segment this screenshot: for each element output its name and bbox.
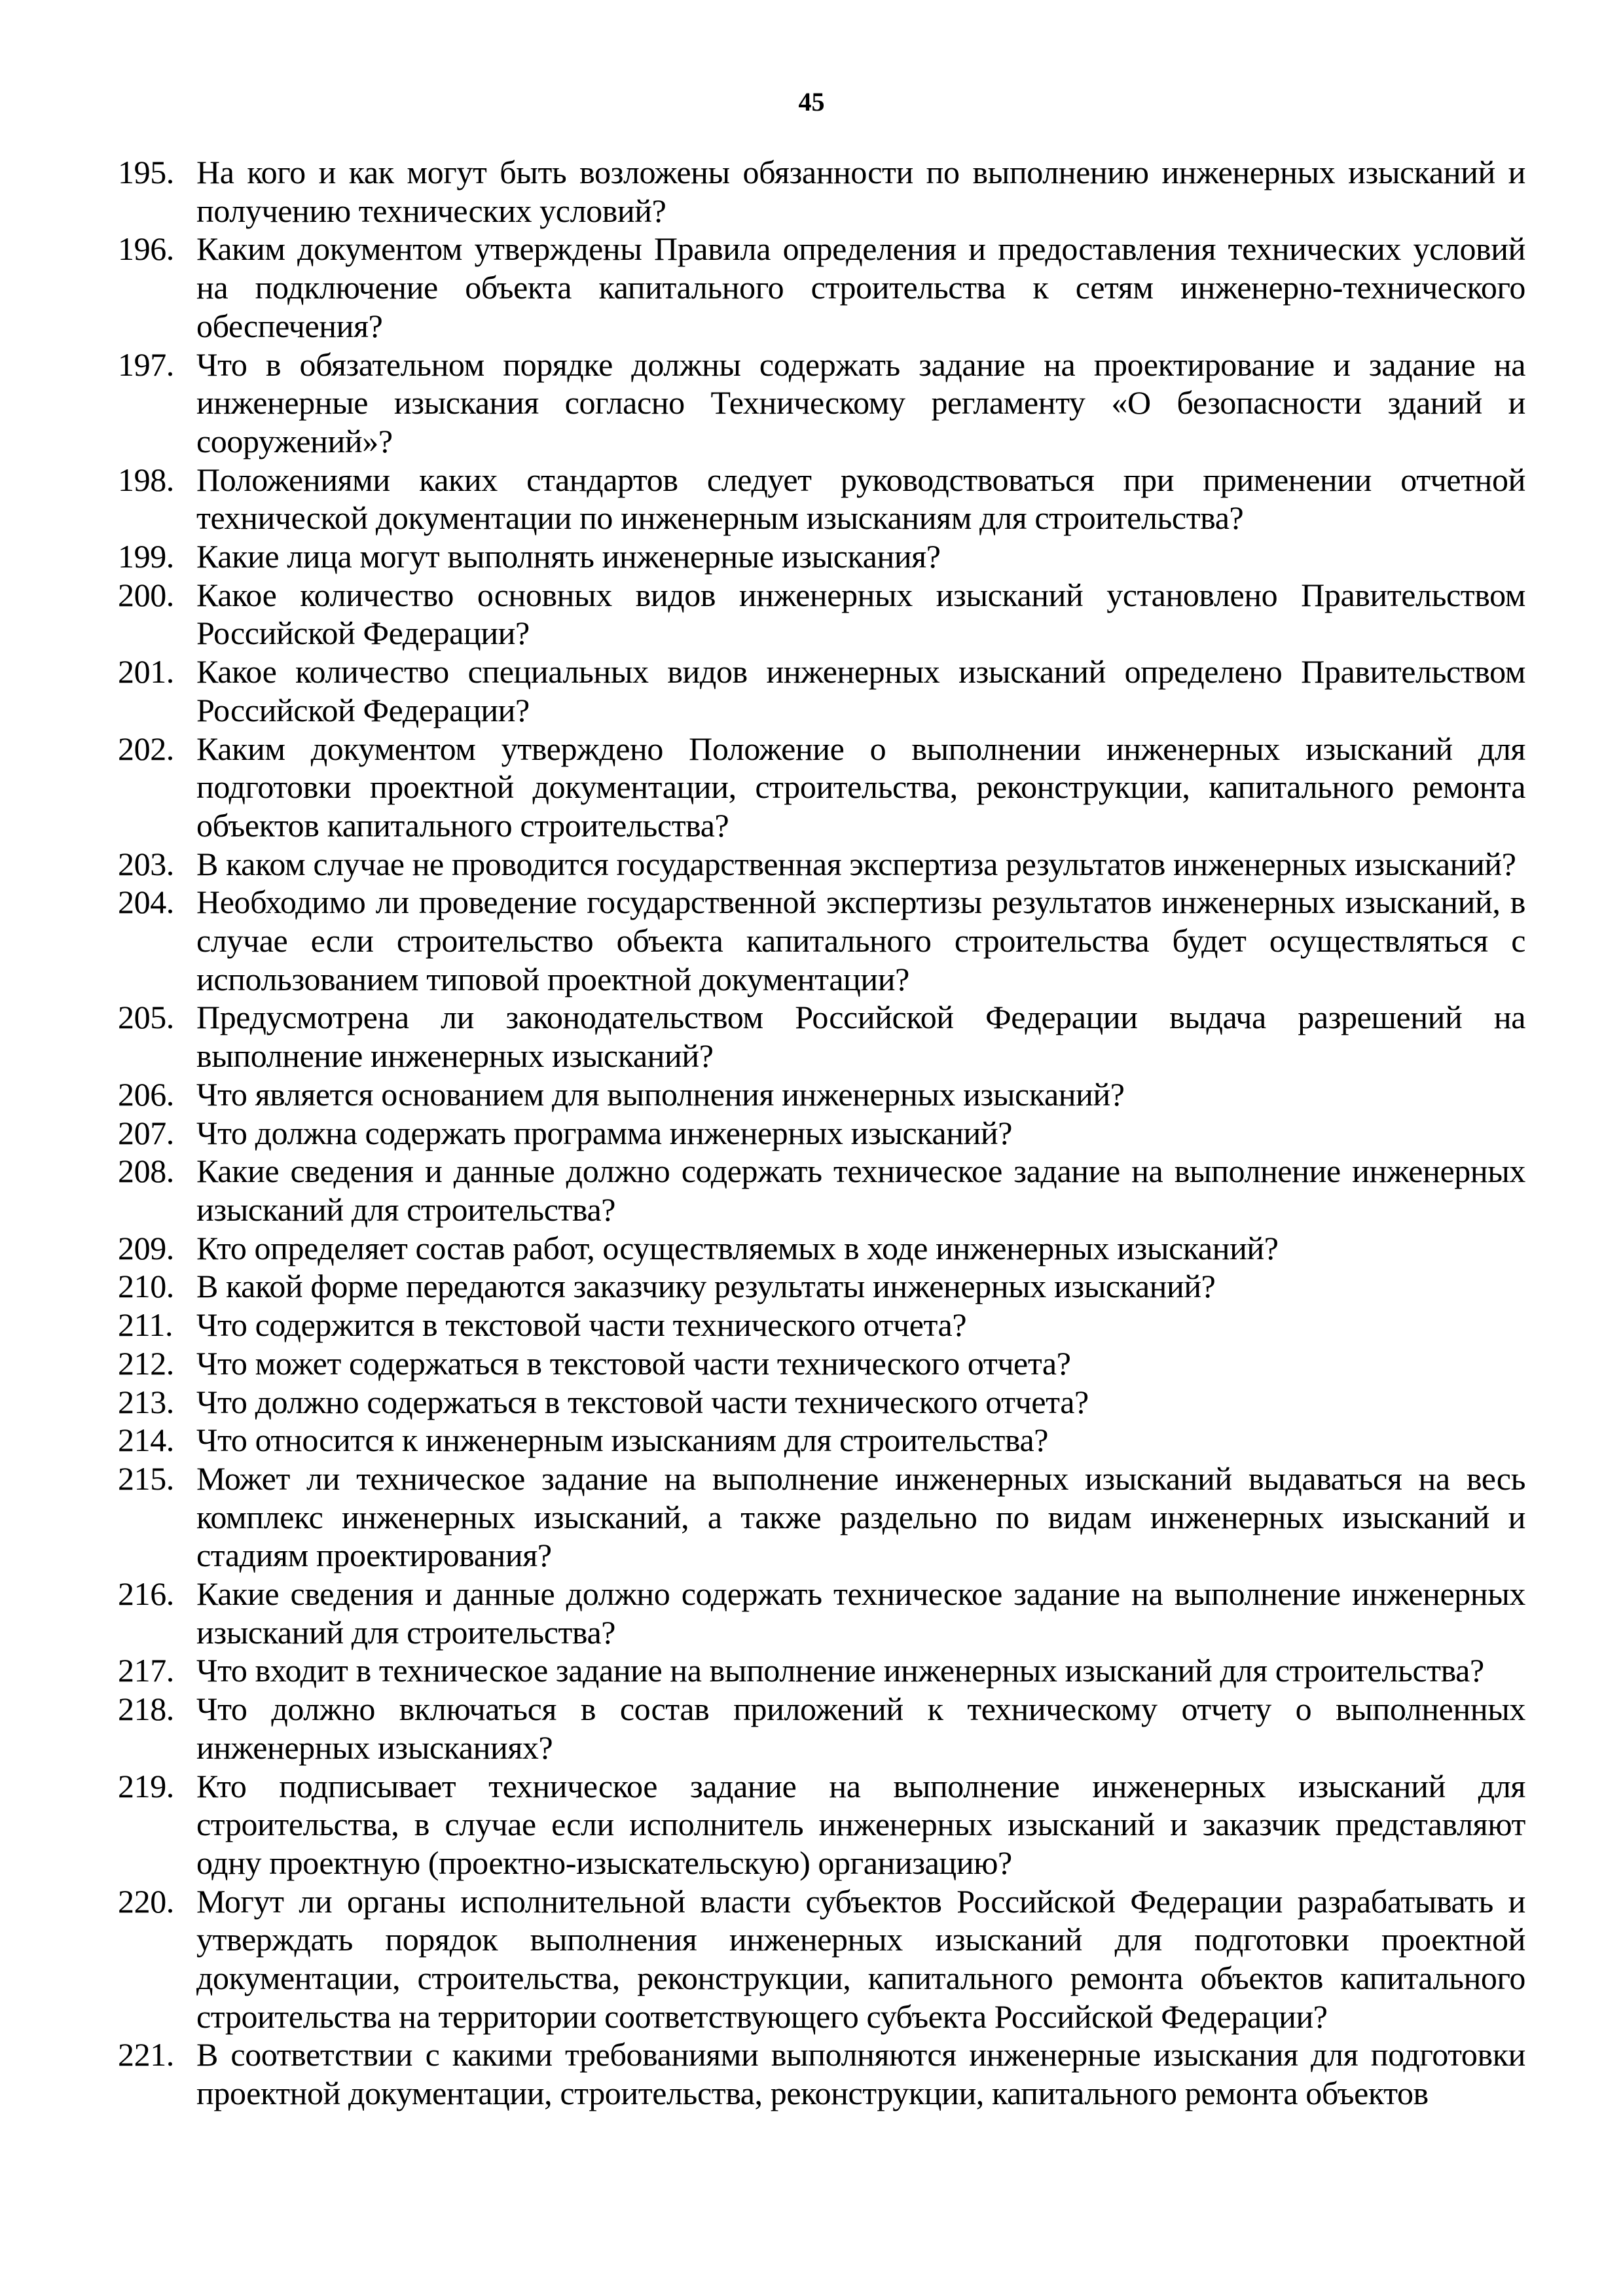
question-item bbox=[118, 576, 1525, 653]
question-number: 220. bbox=[118, 1882, 174, 1920]
question-number: 202. bbox=[118, 730, 174, 767]
question-number: 198. bbox=[118, 461, 174, 498]
question-text: Могут ли органы исполнительной власти субъектов Российской Федерации разрабатывать и утверждать порядок выполнения инженерных изысканий для подготовки проектной документации, строительства, реконструкции, капитального ремонта объектов капитального строительства на территории соответствующего субъекта Российской Федерации? bbox=[196, 1882, 1525, 2035]
question-text: В какой форме передаются заказчику результаты инженерных изысканий? bbox=[196, 1268, 1216, 1305]
question-number: 205. bbox=[118, 999, 174, 1036]
question-item bbox=[118, 998, 1525, 1075]
question-number: 217. bbox=[118, 1652, 174, 1689]
question-text: Положениями каких стандартов следует руководствоваться при применении отчетной технической документации по инженерным изысканиям для строительства? bbox=[196, 461, 1525, 537]
question-text: Что входит в техническое задание на выполнение инженерных изысканий для строительства? bbox=[196, 1652, 1484, 1689]
question-text: Предусмотрена ли законодательством Российской Федерации выдача разрешений на выполнение инженерных изысканий? bbox=[196, 999, 1525, 1075]
question-item bbox=[118, 1306, 1525, 1344]
question-number: 197. bbox=[118, 346, 174, 383]
question-item bbox=[118, 2036, 1525, 2112]
question-number: 215. bbox=[118, 1460, 174, 1497]
page-number: 45 bbox=[798, 87, 825, 117]
question-item bbox=[118, 653, 1525, 729]
question-text: Может ли техническое задание на выполнение инженерных изысканий выдаваться на весь комплекс инженерных изысканий, а также раздельно по видам инженерных изысканий и стадиям проектирования? bbox=[196, 1460, 1525, 1574]
question-item bbox=[118, 1651, 1525, 1690]
question-text: Какое количество специальных видов инженерных изысканий определено Правительством Российской Федерации? bbox=[196, 653, 1525, 728]
question-number: 203. bbox=[118, 845, 174, 882]
question-number: 209. bbox=[118, 1229, 174, 1266]
question-text: Какие сведения и данные должно содержать техническое задание на выполнение инженерных изысканий для строительства? bbox=[196, 1575, 1525, 1651]
question-number: 195. bbox=[118, 154, 174, 190]
question-number: 210. bbox=[118, 1268, 174, 1305]
question-text: В каком случае не проводится государственная экспертиза результатов инженерных изысканий? bbox=[196, 845, 1516, 882]
question-number: 221. bbox=[118, 2036, 174, 2073]
question-text: Кто подписывает техническое задание на выполнение инженерных изысканий для строительства, в случае если исполнитель инженерных изысканий и заказчик представляют одну проектную (проектно-изыскательскую) организацию? bbox=[196, 1767, 1525, 1881]
question-item bbox=[118, 1690, 1525, 1767]
question-text: Какие сведения и данные должно содержать техническое задание на выполнение инженерных изысканий для строительства? bbox=[196, 1153, 1525, 1228]
question-item bbox=[118, 883, 1525, 998]
question-text: Что является основанием для выполнения инженерных изысканий? bbox=[196, 1075, 1125, 1113]
question-text: Что должно включаться в состав приложений к техническому отчету о выполненных инженерных изысканиях? bbox=[196, 1691, 1525, 1766]
question-text: Что содержится в текстовой части технического отчета? bbox=[196, 1306, 967, 1344]
question-number: 196. bbox=[118, 230, 174, 268]
question-item bbox=[118, 1152, 1525, 1229]
question-item bbox=[118, 1421, 1525, 1460]
question-text: Что должно содержаться в текстовой части технического отчета? bbox=[196, 1383, 1089, 1420]
question-item bbox=[118, 153, 1525, 230]
question-text: Какие лица могут выполнять инженерные изыскания? bbox=[196, 538, 941, 575]
question-text: Каким документом утверждено Положение о выполнении инженерных изысканий для подготовки проектной документации, строительства, реконструкции, капитального ремонта объектов капитального строительства? bbox=[196, 730, 1525, 844]
question-item bbox=[118, 1460, 1525, 1575]
question-item bbox=[118, 461, 1525, 537]
question-item bbox=[118, 1767, 1525, 1882]
question-number: 206. bbox=[118, 1075, 174, 1113]
question-number: 201. bbox=[118, 653, 174, 691]
question-text: Что относится к инженерным изысканиям для строительства? bbox=[196, 1422, 1049, 1459]
question-item bbox=[118, 346, 1525, 461]
question-item bbox=[118, 230, 1525, 345]
question-item bbox=[118, 845, 1525, 884]
question-text: Какое количество основных видов инженерных изысканий установлено Правительством Российской Федерации? bbox=[196, 576, 1525, 652]
question-list bbox=[118, 153, 1525, 2113]
question-text: В соответствии с какими требованиями выполняются инженерные изыскания для подготовки проектной документации, строительства, реконструкции, капитального ремонта объектов bbox=[196, 2036, 1525, 2112]
question-item bbox=[118, 1114, 1525, 1153]
question-number: 208. bbox=[118, 1153, 174, 1190]
question-text: На кого и как могут быть возложены обязанности по выполнению инженерных изысканий и получению технических условий? bbox=[196, 154, 1525, 229]
question-number: 216. bbox=[118, 1575, 174, 1613]
question-text: Необходимо ли проведение государственной экспертизы результатов инженерных изысканий, в случае если строительство объекта капитального строительства будет осуществляться с использованием типовой проектной документации? bbox=[196, 884, 1525, 997]
question-text: Каким документом утверждены Правила определения и предоставления технических условий на подключение объекта капитального строительства к сетям инженерно-технического обеспечения? bbox=[196, 230, 1525, 344]
question-item bbox=[118, 730, 1525, 845]
question-item bbox=[118, 537, 1525, 576]
question-number: 200. bbox=[118, 576, 174, 613]
question-item bbox=[118, 1882, 1525, 2036]
question-item bbox=[118, 1575, 1525, 1651]
question-text: Что должна содержать программа инженерных изысканий? bbox=[196, 1114, 1013, 1151]
question-number: 204. bbox=[118, 884, 174, 921]
question-item bbox=[118, 1383, 1525, 1422]
question-item bbox=[118, 1344, 1525, 1383]
question-number: 211. bbox=[118, 1306, 173, 1344]
question-number: 213. bbox=[118, 1383, 174, 1420]
question-number: 207. bbox=[118, 1114, 174, 1151]
question-number: 218. bbox=[118, 1691, 174, 1728]
question-item bbox=[118, 1075, 1525, 1114]
question-item bbox=[118, 1267, 1525, 1306]
question-item bbox=[118, 1229, 1525, 1268]
question-text: Что в обязательном порядке должны содержать задание на проектирование и задание на инженерные изыскания согласно Техническому регламенту «О безопасности зданий и сооружений»? bbox=[196, 346, 1525, 459]
question-number: 212. bbox=[118, 1344, 174, 1382]
question-text: Кто определяет состав работ, осуществляемых в ходе инженерных изысканий? bbox=[196, 1229, 1279, 1266]
question-text: Что может содержаться в текстовой части технического отчета? bbox=[196, 1344, 1071, 1382]
question-number: 199. bbox=[118, 538, 174, 575]
question-number: 219. bbox=[118, 1767, 174, 1804]
question-number: 214. bbox=[118, 1422, 174, 1459]
